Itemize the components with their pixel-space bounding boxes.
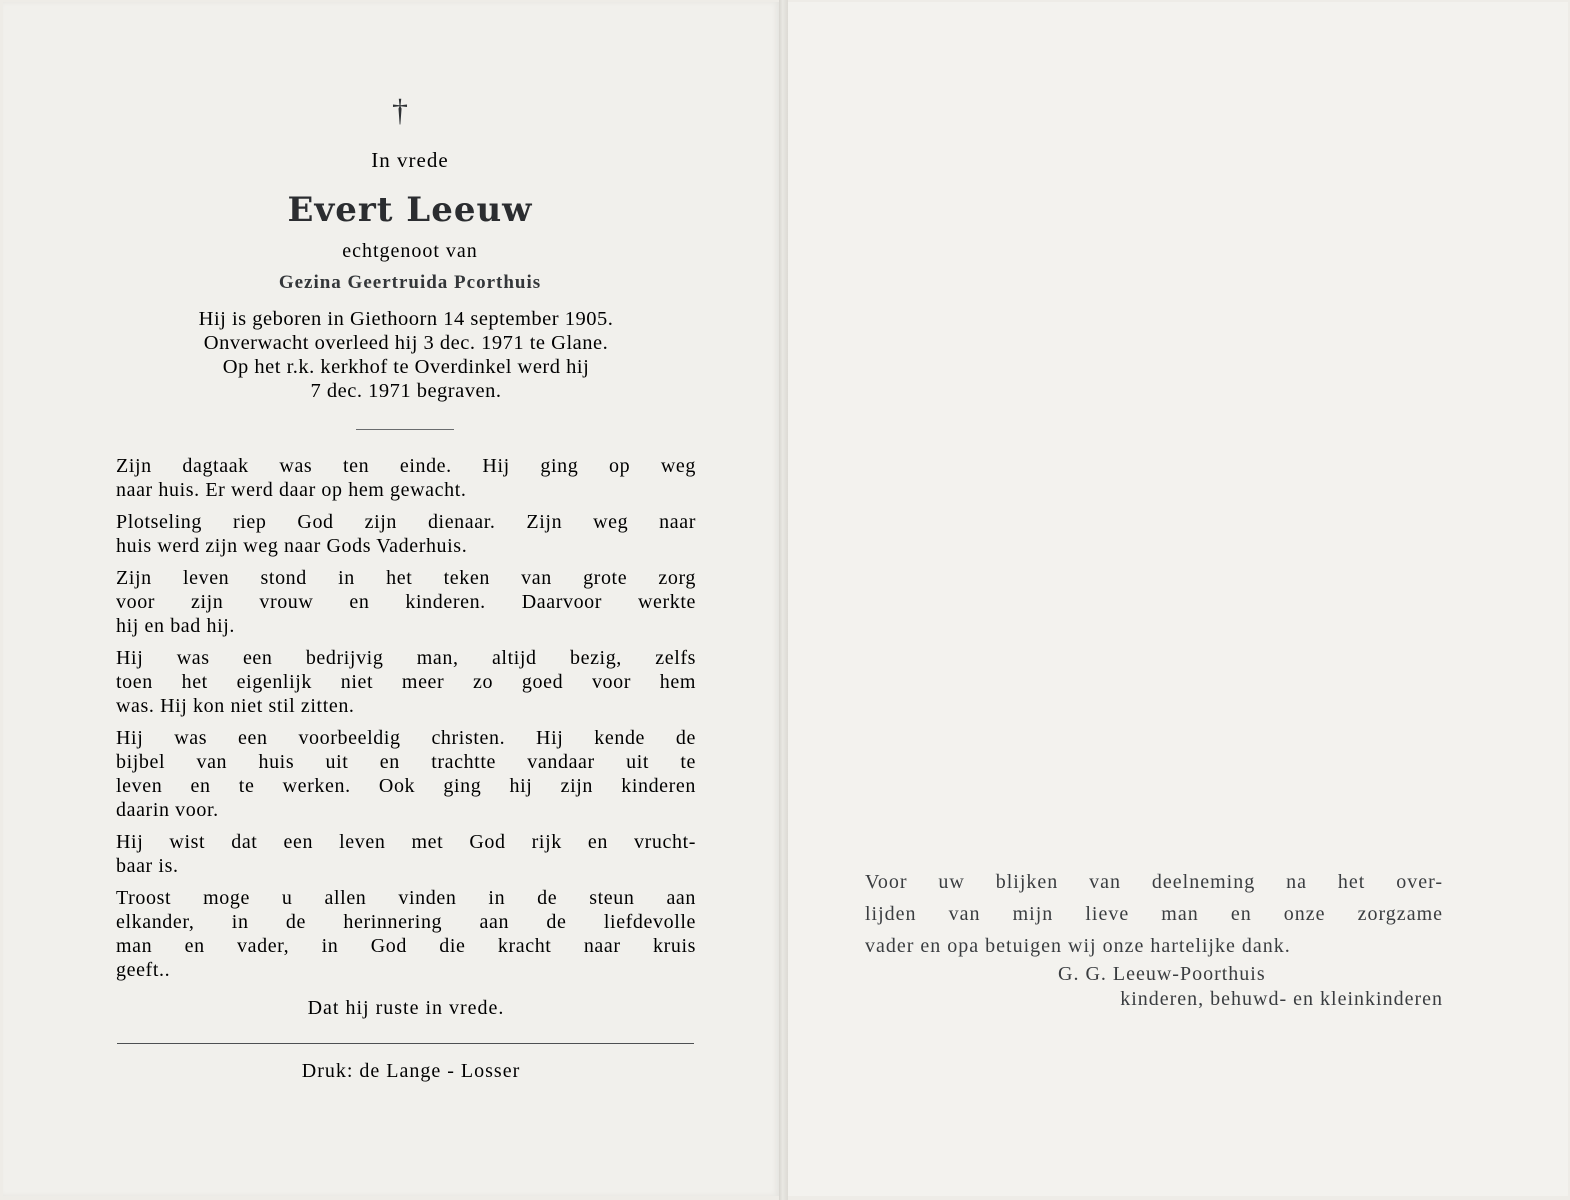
- text-line: was. Hij kon niet stil zitten.: [116, 695, 355, 717]
- rest-in-peace: Dat hij ruste in vrede.: [307, 997, 505, 1019]
- text-line: Plotseling riep God zijn dienaar. Zijn weg naar: [116, 511, 696, 533]
- paragraph: [116, 726, 696, 822]
- long-divider: [117, 1043, 694, 1044]
- paragraph: [116, 830, 696, 878]
- text-line: naar huis. Er werd daar op hem gewacht.: [116, 479, 467, 501]
- text-line: leven en te werken. Ook ging hij zijn kinderen: [116, 775, 696, 797]
- deceased-name: Evert Leeuw: [287, 190, 533, 230]
- paragraph: [116, 646, 696, 718]
- text-line: voor zijn vrouw en kinderen. Daarvoor werkte: [116, 591, 696, 613]
- signature-family: kinderen, behuwd- en kleinkinderen: [1120, 988, 1443, 1010]
- text-line: daarin voor.: [116, 799, 219, 821]
- card-fold: [779, 0, 788, 1200]
- biography: [116, 307, 696, 403]
- text-line: bijbel van huis uit en trachtte vandaar uit te: [116, 751, 696, 773]
- text-line: toen het eigenlijk niet meer zo goed voor hem: [116, 671, 696, 693]
- memorial-text: [116, 454, 696, 990]
- text-line: Zijn leven stond in het teken van grote zorg: [116, 567, 696, 589]
- text-line: baar is.: [116, 855, 179, 877]
- thanks-line: vader en opa betuigen wij onze hartelijke dank.: [865, 935, 1291, 957]
- thanks-line: Voor uw blijken van deelneming na het over-: [865, 871, 1443, 893]
- paragraph: [116, 510, 696, 558]
- text-line: Zijn dagtaak was ten einde. Hij ging op weg: [116, 455, 696, 477]
- bio-line: 7 dec. 1971 begraven.: [310, 380, 502, 402]
- text-line: huis werd zijn weg naar Gods Vaderhuis.: [116, 535, 468, 557]
- in-peace-heading: In vrede: [371, 148, 449, 172]
- text-line: geeft..: [116, 959, 171, 981]
- short-divider: [356, 429, 454, 430]
- text-line: Hij was een voorbeeldig christen. Hij kende de: [116, 727, 696, 749]
- bio-line: Op het r.k. kerkhof te Overdinkel werd hij: [222, 356, 590, 378]
- spouse-name: Gezina Geertruida Pcorthuis: [278, 272, 542, 293]
- text-line: man en vader, in God die kracht naar kruis: [116, 935, 696, 957]
- cross-symbol: †: [392, 92, 408, 128]
- text-line: hij en bad hij.: [116, 615, 235, 637]
- signature-block: [865, 962, 1443, 1012]
- signature-name: G. G. Leeuw-Poorthuis: [1058, 963, 1266, 985]
- text-line: Hij was een bedrijvig man, altijd bezig, zelfs: [116, 647, 696, 669]
- paragraph: [116, 566, 696, 638]
- paragraph: [116, 886, 696, 982]
- bio-line: Hij is geboren in Giethoorn 14 september 1905.: [198, 308, 614, 330]
- right-page: [788, 2, 1568, 1196]
- text-line: Hij wist dat een leven met God rijk en vrucht-: [116, 831, 696, 853]
- bio-line: Onverwacht overleed hij 3 dec. 1971 te Glane.: [203, 332, 609, 354]
- thanks-line: lijden van mijn lieve man en onze zorgzame: [865, 903, 1443, 925]
- spouse-of-label: echtgenoot van: [342, 240, 478, 262]
- text-line: elkander, in de herinnering aan de liefdevolle: [116, 911, 696, 933]
- printer-credit: Druk: de Lange - Losser: [301, 1060, 521, 1082]
- thank-you-note: [865, 866, 1443, 962]
- paragraph: [116, 454, 696, 502]
- text-line: Troost moge u allen vinden in de steun aan: [116, 887, 696, 909]
